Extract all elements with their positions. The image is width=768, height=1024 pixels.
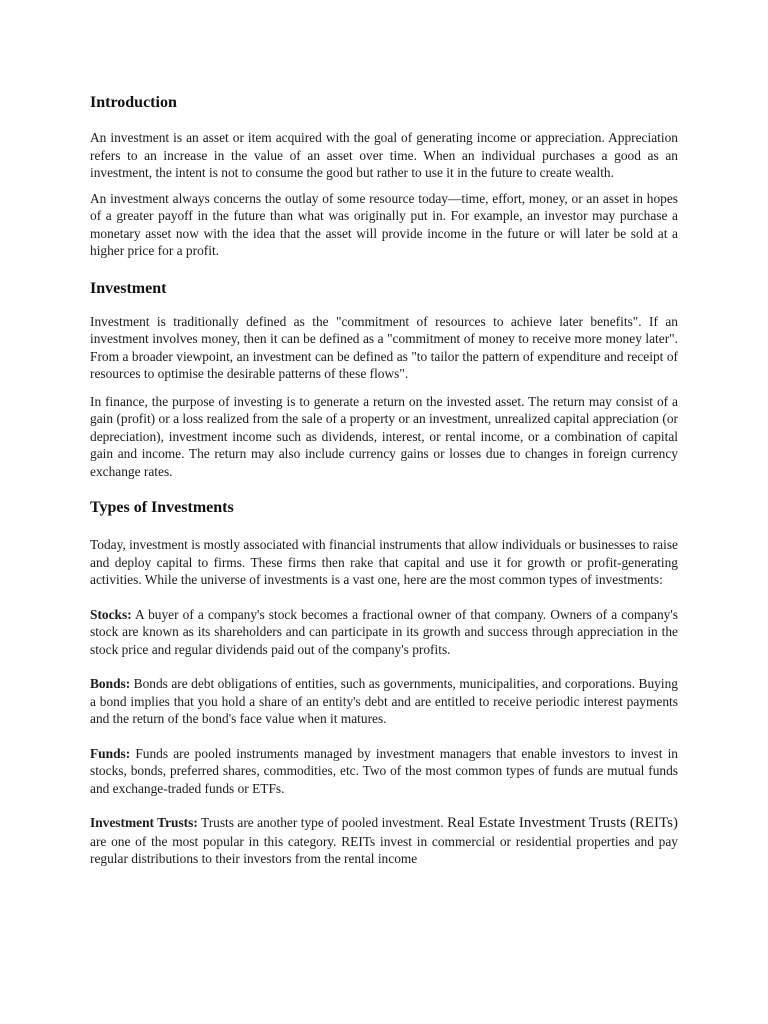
definition-text: are one of the most popular in this category. REITs invest in commercial or residential properties and pay regular distributions to their investors from the rental income [90, 833, 678, 866]
paragraph: In finance, the purpose of investing is to generate a return on the invested asset. The return may consist of a gain (profit) or a loss realized from the sale of a property or an investment, unrealized capital appreciation (or depreciation), investment income such as dividends, interest, or rental income, or a combination of capital gain and income. The return may also include currency gains or losses due to changes in foreign currency exchange rates. [90, 393, 678, 479]
paragraph: An investment always concerns the outlay of some resource today—time, effort, money, or an asset in hopes of a greater payoff in the future than what was originally put in. For example, an investor may purchase a monetary asset now with the idea that the asset will provide income in the future or will later be sold at a higher price for a profit. [90, 190, 678, 258]
definition-text: Funds are pooled instruments managed by investment managers that enable investors to invest in stocks, bonds, preferred shares, commodities, etc. Two of the most common types of funds are mutual funds and exchange-traded funds or ETFs. [90, 745, 678, 796]
definition-text: Trusts are another type of pooled investment. [197, 815, 448, 830]
definition-funds [90, 745, 678, 798]
section-heading-investment: Investment [90, 279, 167, 297]
section-heading-introduction: Introduction [90, 94, 177, 111]
definition-text: A buyer of a company's stock becomes a fractional owner of that company. Owners of a company's stock are known as its shareholders and can participate in its growth and success through appreciation in the stock price and regular dividends paid out of the company's profits. [90, 606, 678, 657]
paragraph: Today, investment is mostly associated with financial instruments that allow individuals or businesses to raise and deploy capital to firms. These firms then rake that capital and use it for growth or profit-generating activities. While the universe of investments is a vast one, here are the most common types of investments: [90, 537, 678, 587]
paragraph: An investment is an asset or item acquired with the goal of generating income or appreciation. Appreciation refers to an increase in the value of an asset over time. When an individual purchases a good as an investment, the intent is not to consume the good but rather to use it in the future to create wealth. [90, 130, 678, 180]
definition-stocks [90, 606, 678, 659]
term-label: Bonds: [90, 676, 131, 691]
document-page [90, 92, 678, 868]
section-heading-types-of-investments: Types of Investments [90, 499, 234, 516]
term-label: Investment Trusts: [90, 815, 198, 830]
term-label: Funds: [90, 745, 131, 761]
definition-investment-trusts [90, 814, 678, 868]
paragraph: Investment is traditionally defined as the "commitment of resources to achieve later benefits". If an investment involves money, then it can be defined as a "commitment of money to receive more money later". From a broader viewpoint, an investment can be defined as "to tailor the pattern of expenditure and receipt of resources to optimise the desirable patterns of these flows". [90, 313, 678, 381]
term-label: Stocks: [90, 606, 132, 622]
definition-text: Bonds are debt obligations of entities, such as governments, municipalities, and corporations. Buying a bond implies that you hold a share of an entity's debt and are entitled to receive periodic interest payments and the return of the bond's face value when it matures. [90, 676, 678, 726]
definition-bonds [90, 675, 678, 728]
definition-text-emphasis: Real Estate Investment Trusts (REITs) [447, 815, 678, 831]
